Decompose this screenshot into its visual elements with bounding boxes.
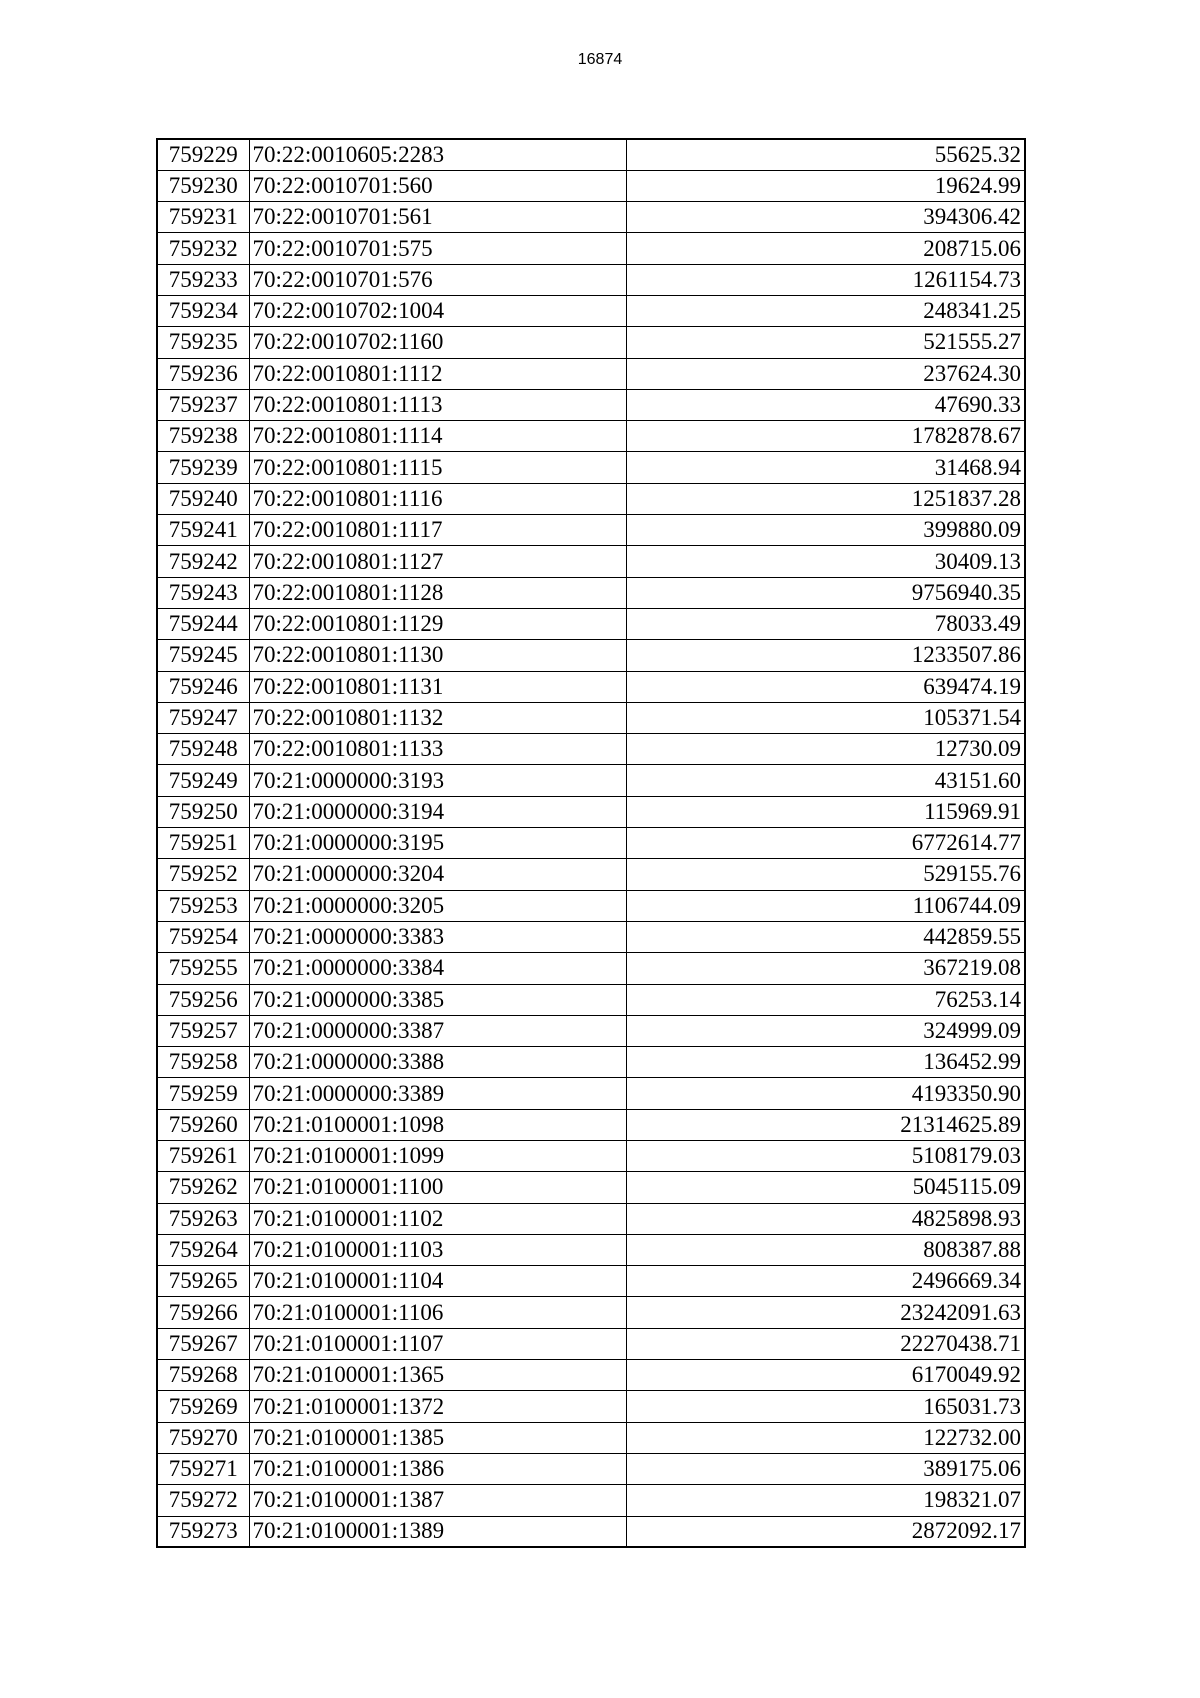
table-row xyxy=(157,1360,1025,1391)
registry-table-body xyxy=(157,139,1025,1547)
value-cell: 324999.09 xyxy=(626,1015,1025,1046)
table-row xyxy=(157,1078,1025,1109)
value-cell: 808387.88 xyxy=(626,1234,1025,1265)
cadastral-number-cell: 70:22:0010801:1128 xyxy=(249,577,626,608)
value-cell: 1782878.67 xyxy=(626,421,1025,452)
cadastral-number-cell: 70:22:0010605:2283 xyxy=(249,139,626,170)
row-id-cell: 759250 xyxy=(157,796,249,827)
table-row xyxy=(157,796,1025,827)
cadastral-number-cell: 70:22:0010801:1132 xyxy=(249,702,626,733)
row-id-cell: 759244 xyxy=(157,608,249,639)
cadastral-number-cell: 70:22:0010702:1160 xyxy=(249,327,626,358)
value-cell: 4825898.93 xyxy=(626,1203,1025,1234)
cadastral-number-cell: 70:22:0010801:1130 xyxy=(249,640,626,671)
row-id-cell: 759253 xyxy=(157,890,249,921)
value-cell: 1261154.73 xyxy=(626,264,1025,295)
row-id-cell: 759269 xyxy=(157,1391,249,1422)
value-cell: 19624.99 xyxy=(626,170,1025,201)
value-cell: 5045115.09 xyxy=(626,1172,1025,1203)
cadastral-number-cell: 70:22:0010801:1113 xyxy=(249,389,626,420)
registry-table xyxy=(156,138,1026,1548)
table-row xyxy=(157,828,1025,859)
row-id-cell: 759271 xyxy=(157,1453,249,1484)
value-cell: 5108179.03 xyxy=(626,1141,1025,1172)
value-cell: 4193350.90 xyxy=(626,1078,1025,1109)
cadastral-number-cell: 70:21:0100001:1104 xyxy=(249,1266,626,1297)
value-cell: 1106744.09 xyxy=(626,890,1025,921)
cadastral-number-cell: 70:22:0010801:1116 xyxy=(249,483,626,514)
value-cell: 521555.27 xyxy=(626,327,1025,358)
value-cell: 198321.07 xyxy=(626,1485,1025,1516)
table-row xyxy=(157,1391,1025,1422)
value-cell: 55625.32 xyxy=(626,139,1025,170)
row-id-cell: 759246 xyxy=(157,671,249,702)
row-id-cell: 759229 xyxy=(157,139,249,170)
value-cell: 208715.06 xyxy=(626,233,1025,264)
value-cell: 394306.42 xyxy=(626,202,1025,233)
row-id-cell: 759239 xyxy=(157,452,249,483)
row-id-cell: 759270 xyxy=(157,1422,249,1453)
value-cell: 22270438.71 xyxy=(626,1328,1025,1359)
row-id-cell: 759247 xyxy=(157,702,249,733)
row-id-cell: 759251 xyxy=(157,828,249,859)
table-row xyxy=(157,1172,1025,1203)
cadastral-number-cell: 70:22:0010801:1112 xyxy=(249,358,626,389)
table-row xyxy=(157,577,1025,608)
cadastral-number-cell: 70:21:0000000:3385 xyxy=(249,984,626,1015)
value-cell: 1233507.86 xyxy=(626,640,1025,671)
row-id-cell: 759256 xyxy=(157,984,249,1015)
table-row xyxy=(157,546,1025,577)
table-row xyxy=(157,671,1025,702)
table-row xyxy=(157,139,1025,170)
cadastral-number-cell: 70:21:0100001:1100 xyxy=(249,1172,626,1203)
page-number: 16874 xyxy=(577,51,623,68)
table-row xyxy=(157,452,1025,483)
row-id-cell: 759233 xyxy=(157,264,249,295)
row-id-cell: 759252 xyxy=(157,859,249,890)
cadastral-number-cell: 70:21:0000000:3384 xyxy=(249,953,626,984)
value-cell: 1251837.28 xyxy=(626,483,1025,514)
cadastral-number-cell: 70:22:0010801:1129 xyxy=(249,608,626,639)
row-id-cell: 759242 xyxy=(157,546,249,577)
value-cell: 9756940.35 xyxy=(626,577,1025,608)
table-row xyxy=(157,264,1025,295)
value-cell: 78033.49 xyxy=(626,608,1025,639)
row-id-cell: 759231 xyxy=(157,202,249,233)
cadastral-number-cell: 70:21:0000000:3388 xyxy=(249,1047,626,1078)
value-cell: 165031.73 xyxy=(626,1391,1025,1422)
row-id-cell: 759264 xyxy=(157,1234,249,1265)
value-cell: 47690.33 xyxy=(626,389,1025,420)
value-cell: 30409.13 xyxy=(626,546,1025,577)
value-cell: 105371.54 xyxy=(626,702,1025,733)
table-row xyxy=(157,1047,1025,1078)
value-cell: 21314625.89 xyxy=(626,1109,1025,1140)
cadastral-number-cell: 70:22:0010701:575 xyxy=(249,233,626,264)
table-row xyxy=(157,1485,1025,1516)
row-id-cell: 759260 xyxy=(157,1109,249,1140)
table-row xyxy=(157,1234,1025,1265)
row-id-cell: 759263 xyxy=(157,1203,249,1234)
value-cell: 43151.60 xyxy=(626,765,1025,796)
table-row xyxy=(157,608,1025,639)
value-cell: 367219.08 xyxy=(626,953,1025,984)
table-row xyxy=(157,327,1025,358)
row-id-cell: 759236 xyxy=(157,358,249,389)
row-id-cell: 759272 xyxy=(157,1485,249,1516)
cadastral-number-cell: 70:21:0000000:3195 xyxy=(249,828,626,859)
value-cell: 639474.19 xyxy=(626,671,1025,702)
table-row xyxy=(157,640,1025,671)
value-cell: 31468.94 xyxy=(626,452,1025,483)
row-id-cell: 759273 xyxy=(157,1516,249,1547)
cadastral-number-cell: 70:22:0010801:1133 xyxy=(249,734,626,765)
row-id-cell: 759240 xyxy=(157,483,249,514)
cadastral-number-cell: 70:21:0100001:1099 xyxy=(249,1141,626,1172)
cadastral-number-cell: 70:22:0010701:576 xyxy=(249,264,626,295)
table-row xyxy=(157,953,1025,984)
table-row xyxy=(157,1141,1025,1172)
row-id-cell: 759261 xyxy=(157,1141,249,1172)
value-cell: 115969.91 xyxy=(626,796,1025,827)
table-row xyxy=(157,765,1025,796)
table-row xyxy=(157,921,1025,952)
cadastral-number-cell: 70:22:0010801:1131 xyxy=(249,671,626,702)
table-row xyxy=(157,421,1025,452)
value-cell: 122732.00 xyxy=(626,1422,1025,1453)
table-row xyxy=(157,515,1025,546)
row-id-cell: 759257 xyxy=(157,1015,249,1046)
cadastral-number-cell: 70:21:0000000:3205 xyxy=(249,890,626,921)
row-id-cell: 759230 xyxy=(157,170,249,201)
table-row xyxy=(157,1516,1025,1547)
value-cell: 2872092.17 xyxy=(626,1516,1025,1547)
cadastral-number-cell: 70:21:0000000:3389 xyxy=(249,1078,626,1109)
cadastral-number-cell: 70:21:0000000:3193 xyxy=(249,765,626,796)
cadastral-number-cell: 70:21:0100001:1385 xyxy=(249,1422,626,1453)
row-id-cell: 759267 xyxy=(157,1328,249,1359)
cadastral-number-cell: 70:22:0010801:1115 xyxy=(249,452,626,483)
cadastral-number-cell: 70:21:0000000:3383 xyxy=(249,921,626,952)
cadastral-number-cell: 70:21:0100001:1365 xyxy=(249,1360,626,1391)
value-cell: 399880.09 xyxy=(626,515,1025,546)
table-row xyxy=(157,1297,1025,1328)
row-id-cell: 759237 xyxy=(157,389,249,420)
cadastral-number-cell: 70:22:0010801:1127 xyxy=(249,546,626,577)
registry-table-wrapper xyxy=(156,138,1024,1548)
table-row xyxy=(157,1453,1025,1484)
value-cell: 248341.25 xyxy=(626,295,1025,326)
row-id-cell: 759241 xyxy=(157,515,249,546)
cadastral-number-cell: 70:21:0100001:1107 xyxy=(249,1328,626,1359)
value-cell: 12730.09 xyxy=(626,734,1025,765)
cadastral-number-cell: 70:21:0100001:1372 xyxy=(249,1391,626,1422)
table-row xyxy=(157,202,1025,233)
row-id-cell: 759255 xyxy=(157,953,249,984)
value-cell: 237624.30 xyxy=(626,358,1025,389)
row-id-cell: 759249 xyxy=(157,765,249,796)
table-row xyxy=(157,1109,1025,1140)
row-id-cell: 759254 xyxy=(157,921,249,952)
cadastral-number-cell: 70:22:0010701:561 xyxy=(249,202,626,233)
row-id-cell: 759259 xyxy=(157,1078,249,1109)
table-row xyxy=(157,984,1025,1015)
table-row xyxy=(157,1328,1025,1359)
value-cell: 136452.99 xyxy=(626,1047,1025,1078)
cadastral-number-cell: 70:22:0010702:1004 xyxy=(249,295,626,326)
table-row xyxy=(157,358,1025,389)
row-id-cell: 759266 xyxy=(157,1297,249,1328)
row-id-cell: 759262 xyxy=(157,1172,249,1203)
cadastral-number-cell: 70:21:0100001:1389 xyxy=(249,1516,626,1547)
cadastral-number-cell: 70:21:0100001:1386 xyxy=(249,1453,626,1484)
table-row xyxy=(157,1422,1025,1453)
value-cell: 23242091.63 xyxy=(626,1297,1025,1328)
row-id-cell: 759268 xyxy=(157,1360,249,1391)
cadastral-number-cell: 70:22:0010801:1117 xyxy=(249,515,626,546)
value-cell: 442859.55 xyxy=(626,921,1025,952)
table-row xyxy=(157,702,1025,733)
table-row xyxy=(157,734,1025,765)
cadastral-number-cell: 70:21:0100001:1098 xyxy=(249,1109,626,1140)
row-id-cell: 759243 xyxy=(157,577,249,608)
row-id-cell: 759265 xyxy=(157,1266,249,1297)
cadastral-number-cell: 70:21:0000000:3204 xyxy=(249,859,626,890)
value-cell: 389175.06 xyxy=(626,1453,1025,1484)
row-id-cell: 759258 xyxy=(157,1047,249,1078)
value-cell: 76253.14 xyxy=(626,984,1025,1015)
table-row xyxy=(157,1015,1025,1046)
cadastral-number-cell: 70:21:0000000:3387 xyxy=(249,1015,626,1046)
row-id-cell: 759238 xyxy=(157,421,249,452)
value-cell: 6772614.77 xyxy=(626,828,1025,859)
value-cell: 2496669.34 xyxy=(626,1266,1025,1297)
table-row xyxy=(157,233,1025,264)
table-row xyxy=(157,1203,1025,1234)
value-cell: 6170049.92 xyxy=(626,1360,1025,1391)
value-cell: 529155.76 xyxy=(626,859,1025,890)
row-id-cell: 759245 xyxy=(157,640,249,671)
cadastral-number-cell: 70:21:0100001:1102 xyxy=(249,1203,626,1234)
cadastral-number-cell: 70:21:0000000:3194 xyxy=(249,796,626,827)
row-id-cell: 759232 xyxy=(157,233,249,264)
table-row xyxy=(157,389,1025,420)
cadastral-number-cell: 70:21:0100001:1103 xyxy=(249,1234,626,1265)
row-id-cell: 759248 xyxy=(157,734,249,765)
table-row xyxy=(157,859,1025,890)
table-row xyxy=(157,295,1025,326)
row-id-cell: 759234 xyxy=(157,295,249,326)
row-id-cell: 759235 xyxy=(157,327,249,358)
cadastral-number-cell: 70:22:0010801:1114 xyxy=(249,421,626,452)
table-row xyxy=(157,890,1025,921)
cadastral-number-cell: 70:21:0100001:1106 xyxy=(249,1297,626,1328)
table-row xyxy=(157,1266,1025,1297)
cadastral-number-cell: 70:22:0010701:560 xyxy=(249,170,626,201)
table-row xyxy=(157,483,1025,514)
table-row xyxy=(157,170,1025,201)
cadastral-number-cell: 70:21:0100001:1387 xyxy=(249,1485,626,1516)
